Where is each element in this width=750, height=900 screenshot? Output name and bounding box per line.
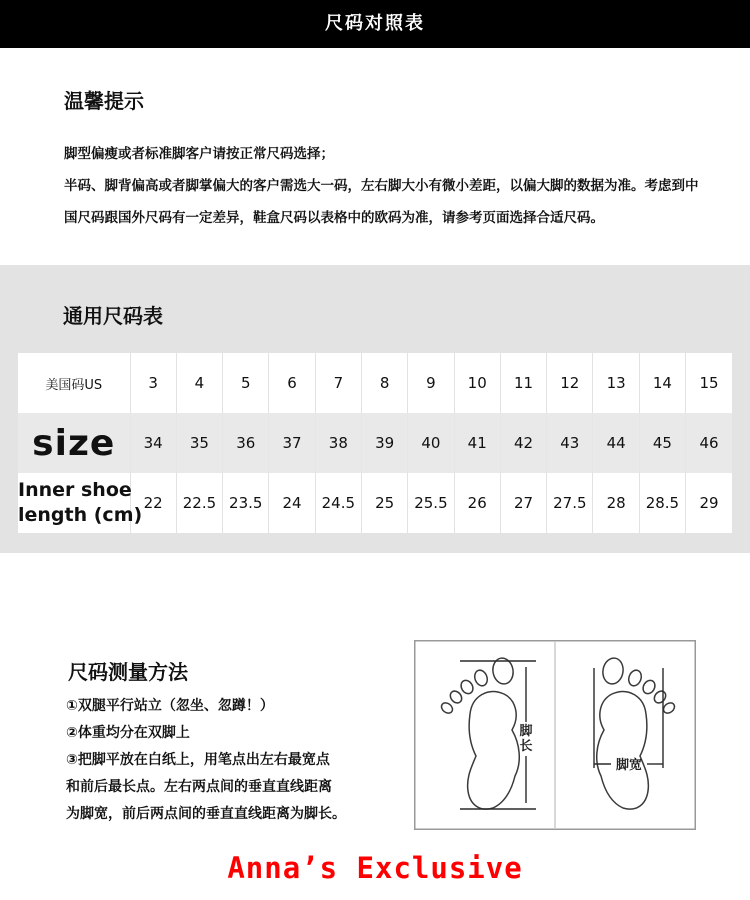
size-table-cell: 14 bbox=[639, 353, 685, 413]
size-table-cell: 7 bbox=[315, 353, 361, 413]
measure-steps bbox=[66, 693, 346, 828]
size-table-cell: 41 bbox=[454, 413, 500, 473]
tips-section bbox=[0, 48, 750, 265]
size-table-cell: 6 bbox=[269, 353, 315, 413]
size-table-cell: 27 bbox=[500, 473, 546, 533]
row-label-length-line: Inner shoe bbox=[18, 479, 132, 501]
size-table-cell: 3 bbox=[130, 353, 176, 413]
table-row-eu-size bbox=[18, 413, 732, 473]
size-table-cell: 25 bbox=[361, 473, 407, 533]
foot-measurement-diagram bbox=[414, 640, 696, 830]
size-table-cell: 38 bbox=[315, 413, 361, 473]
measure-step: 和前后最长点。左右两点间的垂直直线距离 bbox=[66, 779, 332, 795]
foot-width-label: 脚宽 bbox=[615, 758, 643, 773]
size-table-cell: 15 bbox=[699, 374, 719, 392]
size-table-cell: 24.5 bbox=[315, 473, 361, 533]
size-table-cell: 34 bbox=[130, 413, 176, 473]
page-title: 尺码对照表 bbox=[0, 0, 750, 48]
size-table-cell: 24 bbox=[269, 473, 315, 533]
size-table-cell: 9 bbox=[408, 353, 454, 413]
size-table-cell: 44 bbox=[593, 413, 639, 473]
size-table-cell: 12 bbox=[547, 353, 593, 413]
size-table-cell: 29 bbox=[699, 494, 719, 512]
size-table-cell: 28 bbox=[593, 473, 639, 533]
tips-heading: 温馨提示 bbox=[64, 89, 144, 113]
measure-section bbox=[0, 553, 750, 900]
tips-line: 国尺码跟国外尺码有一定差异，鞋盒尺码以表格中的欧码为准，请参考页面选择合适尺码。 bbox=[64, 210, 604, 226]
size-table-cell: 40 bbox=[408, 413, 454, 473]
tips-paragraph bbox=[64, 138, 700, 234]
size-table-heading: 通用尺码表 bbox=[63, 304, 163, 328]
tips-line: 半码、脚背偏高或者脚掌偏大的客户需选大一码，左右脚大小有微小差距，以偏大脚的数据为准。考虑到中 bbox=[64, 178, 699, 194]
size-table-cell: 35 bbox=[176, 413, 222, 473]
size-table-cell: 45 bbox=[639, 413, 685, 473]
size-table-cell: 4 bbox=[176, 353, 222, 413]
size-table-cell: 36 bbox=[223, 413, 269, 473]
table-row-us-size bbox=[18, 353, 732, 413]
size-table-cell: 46 bbox=[686, 413, 732, 473]
size-table bbox=[18, 353, 732, 533]
size-table-cell: 26 bbox=[454, 473, 500, 533]
size-table-cell: 37 bbox=[269, 413, 315, 473]
measure-heading: 尺码测量方法 bbox=[68, 660, 188, 684]
foot-diagram-svg bbox=[414, 640, 696, 830]
foot-length-label-char2: 长 bbox=[519, 739, 533, 754]
size-table-cell: 13 bbox=[593, 353, 639, 413]
size-table-cell: 43 bbox=[547, 413, 593, 473]
table-row-inner-length bbox=[18, 473, 732, 533]
row-label-size: size bbox=[18, 413, 130, 473]
size-table-cell: 10 bbox=[454, 353, 500, 413]
brand-text: Anna’s Exclusive bbox=[227, 851, 523, 885]
row-label-length-line: length (cm) bbox=[18, 504, 143, 526]
size-table-section bbox=[0, 265, 750, 553]
size-table-cell: 25.5 bbox=[408, 473, 454, 533]
row-label-length bbox=[18, 473, 143, 533]
size-table-cell: 5 bbox=[223, 353, 269, 413]
size-table-cell: 27.5 bbox=[547, 473, 593, 533]
size-table-cell: 8 bbox=[361, 353, 407, 413]
measure-step: ②体重均分在双脚上 bbox=[66, 725, 190, 741]
size-table-cell: 22 bbox=[130, 473, 176, 533]
size-table-cell: 11 bbox=[500, 353, 546, 413]
row-label-us: 美国码US bbox=[18, 353, 130, 413]
size-table-cell: 39 bbox=[361, 413, 407, 473]
size-table-cell: 22.5 bbox=[176, 473, 222, 533]
measure-step: ①双腿平行站立（忽坐、忽蹲！） bbox=[66, 698, 274, 714]
size-table-cell: 28.5 bbox=[639, 473, 685, 533]
measure-step: ③把脚平放在白纸上，用笔点出左右最宽点 bbox=[66, 752, 330, 768]
size-table-cell: 42 bbox=[500, 413, 546, 473]
measure-step: 为脚宽，前后两点间的垂直直线距离为脚长。 bbox=[66, 806, 346, 822]
tips-line: 脚型偏瘦或者标准脚客户请按正常尺码选择； bbox=[64, 146, 334, 162]
foot-length-label-char1: 脚 bbox=[519, 724, 533, 739]
size-table-cell: 23.5 bbox=[223, 473, 269, 533]
